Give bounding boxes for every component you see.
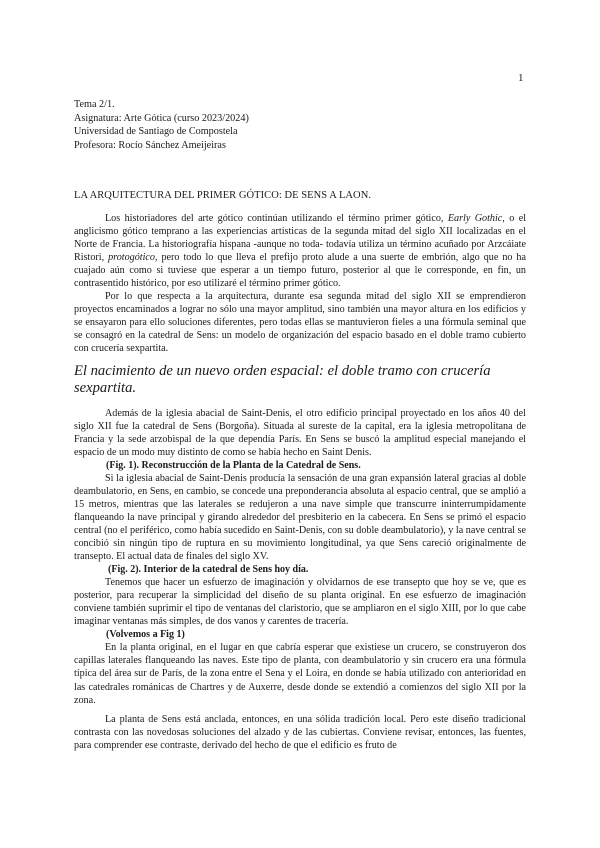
early-gothic-term: Early Gothic [447, 213, 503, 224]
section-paragraph-3: Tenemos que hacer un esfuerzo de imaginación y olvidarnos de ese transepto que hoy se ve, que es posterior, para recuperar la simplicidad del diseño de su planta original. En ese esfuerzo de imaginación conviene también suprimir el tipo de ventanas del claristorio, que se ampliaron en el siglo XIII, por lo que cabe imaginar ventanas más simples, de dos vanos y carentes de tracería. [74, 577, 526, 628]
header-university: Universidad de Santiago de Compostela [74, 126, 238, 138]
figure-2-caption: (Fig. 2). Interior de la catedral de Sens hoy día. [108, 564, 309, 576]
intro-paragraph-1: Los historiadores del arte gótico continúan utilizando el término primer gótico, Early Gothic, o el anglicismo gótico temprano a las experiencias artísticas de la segunda mitad del siglo XII localizadas en el Norte de Francia. La historiografía hispana -aunque no toda- todavía utiliza un término acuñado por Arzcáiate Ristori, protogótico, pero todo lo que lleva el prefijo proto alude a una suerte de embrión, algo que no ha cuajado aún como si tuviese que esperar a un tiempo futuro, posterior al que le corresponde, en fin, un contrasentido histórico, por eso utilizaré el término primer gótico. [74, 213, 527, 290]
section-paragraph-2: Si la iglesia abacial de Saint-Denis producía la sensación de una gran expansión lateral gracias al doble deambulatorio, en Sens, en cambio, se concede una preponderancia absoluta al espacio central, que se amplió a 15 metros, mientras que las laterales se redujeron a una nave simple que transcurre ininterrumpidamente flanqueando la nave principal y girando alrededor del presbiterio en la cabecera. En Sens se primó el espacio central (no el periférico, como había sucedido en Saint-Denis, con su doble deambulatorio), y la nave central se concibió sin ningún tipo de ruptura en su movimiento longitudinal, ya que Sens careció originalmente de transepto. El actual data de finales del siglo XV. [74, 472, 526, 563]
section-paragraph-1: Además de la iglesia abacial de Saint-Denis, el otro edificio principal proyectado en los años 40 del siglo XII fue la catedral de Sens (Borgoña). Situada al sureste de la capital, era la iglesia metropolitana de Francia y la sede arzobispal de la que dependía París. En Sens se buscó la amplitud especial manejando el espacio de un modo muy distinto de como se había hecho en Saint Denis. [74, 407, 526, 458]
figure-1-caption: (Fig. 1). Reconstrucción de la Planta de la Catedral de Sens. [106, 459, 361, 471]
intro-paragraph-2: Por lo que respecta a la arquitectura, durante esa segunda mitad del siglo XII se emprendieron proyectos encaminados a lograr no sólo una mayor amplitud, sino también una mayor altura en los edificios y se ensayaron para ello soluciones diferentes, pero todas ellas se mantuvieron fieles a una fórmula seminal que se consagró en la catedral de Sens: un modelo de organización del espacio basado en el doble tramo cubierto con crucería sexpartita. [74, 291, 526, 355]
header-course: Asignatura: Arte Gótica (curso 2023/2024) [74, 112, 249, 124]
header-professor: Profesora: Rocío Sánchez Ameijeiras [74, 139, 226, 151]
document-title: LA ARQUITECTURA DEL PRIMER GÓTICO: DE SENS A LAON. [74, 190, 371, 201]
document-header [74, 98, 249, 152]
page-number: 1 [518, 72, 524, 84]
document-body [74, 212, 526, 752]
section-paragraph-4: En la planta original, en el lugar en que cabría esperar que existiese un crucero, se construyeron dos capillas laterales flanqueando las naves. Este tipo de planta, con deambulatorio y sin crucero era una fórmula típica del área sur de París, de la zona entre el Sena y el Loira, en donde se había utilizado con anterioridad en las catedrales románicas de Chartres y de Auxerre, desde donde se extendió a comienzos del siglo XII por la zona. [74, 642, 526, 706]
figure-reference: (Volvemos a Fig 1) [106, 629, 185, 641]
protogotico-term: protogótico [108, 252, 155, 264]
section-heading: El nacimiento de un nuevo orden espacial: el doble tramo con crucería sexpartita. [74, 362, 491, 397]
section-paragraph-5: La planta de Sens está anclada, entonces, en una sólida tradición local. Pero este diseño tradicional contrasta con las novedosas soluciones del alzado y de las cubiertas. Conviene revisar, entonces, las fuentes, para comprender ese contraste, derivado del hecho de que el edificio es fruto de [74, 713, 526, 751]
header-topic: Tema 2/1. [74, 99, 115, 110]
